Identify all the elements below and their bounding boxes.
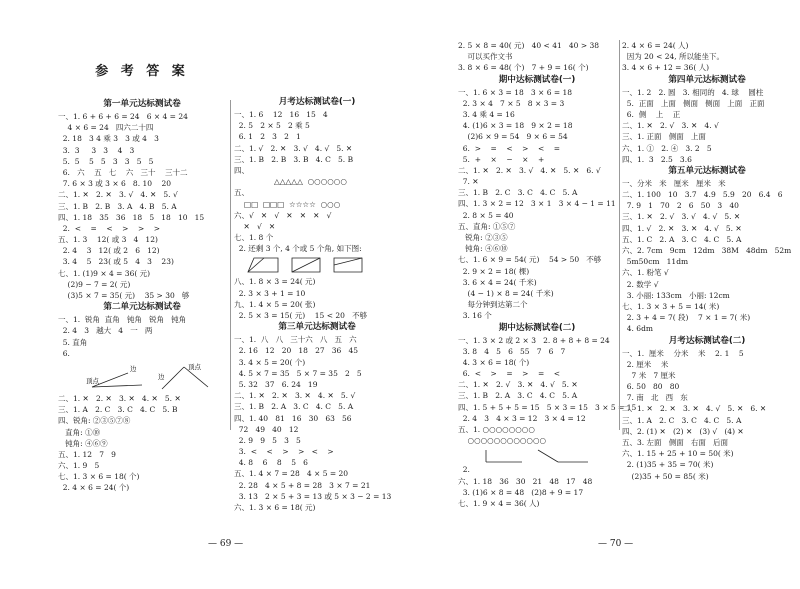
answer-line: 一、1. 6 + 6 + 6 = 24 6 × 4 = 24 <box>58 112 188 121</box>
answer-line: (3)5 × 7 = 35( 元) 35 > 30 够 <box>58 291 190 300</box>
answer-line: 一、分米 米 厘米 厘米 米 <box>622 178 726 188</box>
vertex-label: 顶点 <box>86 376 99 385</box>
answer-line: 三、1. B 2. B 3. B 4. C 5. B <box>234 154 354 164</box>
answer-line: 4. 8 6 8 5 6 <box>234 458 308 468</box>
section-heading-monthly1: 月考达标测试卷(一) <box>278 97 356 107</box>
answer-line: 三、1. A 2. C 3. C 4. C 5. B <box>58 405 178 415</box>
answer-line: 五、1. 3 12( 或 3 4 12) <box>58 235 158 245</box>
answer-line: 7. 6 × 3 或 3 × 6 8. 10 20 <box>58 179 172 189</box>
answer-line: (2)6 × 9 = 54 9 × 6 = 54 <box>458 132 568 142</box>
answer-line: 6. > = < > < = <box>458 143 561 153</box>
answer-line: 7 米 7 厘米 <box>622 370 676 380</box>
answer-line: 2. 5 2 × 5 2 乘 5 <box>234 121 310 131</box>
page-title: 参 考 答 案 <box>95 64 189 79</box>
unit2-answers <box>58 314 226 359</box>
answer-line: (2)35 + 50 = 85( 米) <box>622 471 709 481</box>
answer-line: 2. 5 × 8 = 40( 元) 40 < 41 40 > 38 <box>458 41 600 50</box>
answer-line: 2. 4 3 越大 4 一 两 <box>58 326 153 336</box>
answer-line: 6. < > = > = < <box>458 369 561 379</box>
column-divider <box>619 40 620 430</box>
answer-line: 3. 4 × 5 = 20( 个) <box>234 357 306 367</box>
answer-line: 钝角: ④⑥⑨ <box>58 438 108 448</box>
answer-line: 四、2. (1) ✕ (2) ✕ (3) √ (4) ✕ <box>622 426 744 436</box>
answer-line: 6. <box>58 348 70 358</box>
answer-line: ○○○○○○○○○○○○ <box>458 436 547 446</box>
answer-line: 3. 小丽: 133cm 小丽: 12cm <box>622 290 730 300</box>
answer-line: 因为 20 < 24, 所以能坐下。 <box>622 52 725 62</box>
unit1-answers <box>58 111 226 301</box>
answer-line: 锐角: ②③⑤ <box>458 233 508 242</box>
answer-line: 四、1. √ 2. ✕ 3. ✕ 4. √ 5. ✕ <box>622 223 742 233</box>
answer-line: 九、1. 4 × 5 = 20( 张) <box>234 299 316 309</box>
answer-line: 3. 4 乘 4 = 16 <box>458 109 515 119</box>
answer-line: 二、1. ✕ 2. ✕ 3. √ 4. ✕ 5. √ <box>58 190 178 200</box>
shape-row: △△△△△ ○○○○○○ <box>274 177 347 187</box>
answer-line: 三、1. B 2. C 3. C 4. C 5. A <box>458 188 578 198</box>
answer-line: 五、 <box>234 188 249 198</box>
answer-line: 5. + × − × + <box>458 154 545 164</box>
answer-line: 六、√ ✕ √ ✕ ✕ ✕ √ <box>234 210 332 220</box>
answer-line: 2. 5 × 3 = 15( 元) 15 < 20 不够 <box>234 311 368 320</box>
answer-line: 二、1. 100 10 3.7 4.9 5.9 20 6.4 6 <box>622 190 783 200</box>
angle-figure <box>58 359 226 393</box>
page-number-right: — 70 — <box>598 539 634 549</box>
answer-line: 2. 3 + 4 = 7( 段) 7 × 1 = 7( 米) <box>622 313 751 323</box>
section-heading-unit1: 第一单元达标测试卷 <box>103 99 181 109</box>
unit3-answers <box>234 334 400 513</box>
midterm2-answers <box>458 335 637 447</box>
answer-line: 六、1. 9 5 <box>58 461 100 471</box>
answer-line: 4. 5 × 7 = 35 5 × 7 = 35 2 5 <box>234 368 362 378</box>
section-heading-unit4: 第四单元达标测试卷 <box>668 74 746 85</box>
answer-line: 3. 8 4 5 6 55 7 6 7 <box>458 346 566 356</box>
answer-line: 2. 厘米 米 <box>622 359 669 369</box>
answer-line: 7. 9 1 70 2 6 50 3 40 <box>622 201 739 211</box>
answer-line: 五、1. C 2. A 3. C 4. C 5. A <box>622 234 742 244</box>
answer-line: 72 49 40 12 <box>234 424 299 434</box>
side-label: 边 <box>158 372 165 381</box>
answer-line: 七、1. 6 × 9 = 54( 元) 54 > 50 不够 <box>458 255 602 265</box>
answer-line: 5. 5 5 5 3 3 5 5 <box>58 156 154 166</box>
answer-line: 可以买作文书 <box>458 52 513 62</box>
midterm2-answers-cont <box>458 464 616 509</box>
column-1 <box>58 0 226 494</box>
answer-line: 6. 六 五 七 六 三十 三十二 <box>58 167 188 177</box>
page-number-left: — 69 — <box>208 539 244 549</box>
answer-line: 八、1. 8 × 3 = 24( 元) <box>234 277 316 287</box>
vertex-label: 顶点 <box>188 362 201 371</box>
midterm1-answers <box>458 87 616 322</box>
answer-line: 2. 3 × 3 + 1 = 10 <box>234 288 306 298</box>
answer-line: 六、1. ① 2. ④ 3. 2 5 <box>622 143 712 153</box>
answer-line: 5. 32 37 6. 24 19 <box>234 379 318 389</box>
corner-figures <box>234 254 400 276</box>
answer-line: 2. 4 × 6 = 24( 个) <box>58 483 130 493</box>
answer-line: 三、1. B 2. A 3. C 4. C 5. A <box>458 391 578 401</box>
section-heading-monthly2: 月考达标测试卷(二) <box>668 335 746 346</box>
answer-line: 6. 50 80 80 <box>622 382 680 392</box>
answer-line: 四、1. 18 35 36 18 5 18 10 15 <box>58 212 205 222</box>
section-heading-unit3: 第三单元达标测试卷 <box>278 322 356 333</box>
side-label: 边 <box>130 364 137 373</box>
answer-line: 2. 3 × 4 7 × 5 8 × 3 = 3 <box>458 98 565 108</box>
answer-line: 二、1. ✕ 2. ✕ 3. ✕ 4. ✕ 5. ✕ <box>58 393 181 403</box>
answer-line: 七、1. 3 × 6 = 18( 个) <box>58 472 140 482</box>
answer-line: 一、1. 八 八 三十六 八 五 六 <box>234 335 357 345</box>
shape-row: □□ □□□ ☆☆☆☆ ○○○ <box>244 199 341 209</box>
answer-line: 4. (1)6 × 3 = 18 9 × 2 = 18 <box>458 121 573 131</box>
answer-line: 七、1. 3 × 3 + 5 = 14( 米) <box>622 301 720 311</box>
answer-line: 二、1. ✕ 2. √ 3. ✕ 4. √ <box>622 121 719 131</box>
answer-line: 2. 8 × 5 = 40 <box>458 210 514 220</box>
answer-line: 一、1. 6 12 16 15 4 <box>234 110 328 119</box>
continued-answers <box>458 40 616 74</box>
answer-line: 2. 4 × 6 = 24( 人) <box>622 41 689 50</box>
answer-line: 三、1. B 2. B 3. A 4. B 5. A <box>58 201 177 211</box>
answer-line: 七、1. 8 个 <box>234 233 274 243</box>
answer-line: 六、2. 7cm 9cm 12dm 38M 48dm 52m <box>622 246 792 255</box>
answer-line: 6. 1 2 3 2 1 <box>234 132 301 142</box>
answer-line: 钝角: ④⑥⑩ <box>458 244 508 254</box>
answer-line: 三、1. B 2. A 3. C 4. C 5. A <box>234 402 354 412</box>
answer-line: 四、 <box>234 165 249 175</box>
answer-line: 二、1. ✕ 2. ✕ 3. √ 4. ✕ 5. ✕ 6. √ <box>458 165 601 175</box>
answer-line: 二、1. ✕ 2. ✕ 3. ✕ 4. √ 5. ✕ 6. ✕ <box>622 404 767 414</box>
answer-line: 2. <box>458 465 470 475</box>
column-2 <box>234 0 400 513</box>
answer-line: (2)9 − 7 = 2( 元) <box>58 279 131 289</box>
answer-line: 一、1. 锐角 直角 钝角 锐角 钝角 <box>58 315 187 325</box>
answer-line: 2. 4 3 12( 或 2 6 12) <box>58 246 160 256</box>
section-heading-unit2: 第二单元达标测试卷 <box>103 302 181 313</box>
answer-line: 4. 3 × 6 = 18( 个) <box>458 357 530 367</box>
monthly2-answers <box>622 348 792 482</box>
column-3 <box>458 0 637 509</box>
unit4-answers <box>622 87 792 165</box>
answer-line: 2. 4 3 4 × 3 = 12 3 × 4 = 12 <box>458 413 586 423</box>
answer-line: 三、1. 正面 侧面 上面 <box>622 132 706 142</box>
answer-line: 2. 还剩 3 个, 4 个或 5 个角, 如下图: <box>234 244 362 254</box>
answer-line: 3. 6 × 4 = 24( 千米) <box>458 277 537 287</box>
answer-line: 6. 侧 上 正 <box>622 109 681 119</box>
answer-line: 一、1. 2 2. 圆 3. 相同的 4. 球 圆柱 <box>622 87 764 97</box>
answer-line: 四、1. 3 2.5 3.6 <box>622 154 692 164</box>
answer-line: 5m50cm 11dm <box>622 257 689 267</box>
answer-line: 3. 4 5 23( 或 5 4 3 23) <box>58 257 174 267</box>
answer-line: 3. < < > > < > <box>234 447 334 457</box>
answer-line: 四、1. 40 81 16 30 63 56 <box>234 413 352 423</box>
answer-line: ✕ √ ✕ <box>234 221 276 231</box>
continued-answers <box>622 40 792 74</box>
answer-line: (4 − 1) × 8 = 24( 千米) <box>458 288 554 298</box>
column-4 <box>622 0 792 482</box>
answer-line: 一、1. 3 × 2 或 2 × 3 2. 8 + 8 + 8 = 24 <box>458 335 610 345</box>
answer-line: 六、1. 粉笔 √ <box>622 268 669 278</box>
unit2-answers-cont <box>58 393 226 494</box>
answer-line: 2. < = < > > > <box>58 223 161 233</box>
answer-line: 4. 6dm <box>622 324 653 334</box>
monthly1-answers-cont <box>234 210 400 255</box>
answer-line: 二、1. ✕ 2. √ 3. ✕ 4. √ 5. ✕ <box>458 380 578 390</box>
answer-line: 3. 13 2 × 5 + 3 = 13 或 5 × 3 − 2 = 13 <box>234 491 392 501</box>
answer-line: 2. 数学 √ <box>622 279 659 289</box>
answer-line: 七、1. (1)9 × 4 = 36( 元) <box>58 268 151 278</box>
answer-line: 六、1. 18 36 30 21 48 17 48 <box>458 476 593 486</box>
answer-line: 三、1. A 2. C 3. C 4. C 5. A <box>622 415 742 425</box>
monthly1-answers <box>234 109 400 176</box>
answer-line: 2. 16 12 20 18 27 36 45 <box>234 346 359 356</box>
answer-line: 五、1. ○○○○○○○○ <box>458 425 535 434</box>
answer-line: 5. 直角 <box>58 337 88 347</box>
answer-line: 每分钟到达第二个 <box>458 300 528 310</box>
answer-line: 2. (1)35 + 35 = 70( 米) <box>622 460 714 470</box>
column-divider <box>230 100 231 430</box>
answer-line: 六、1. 15 + 25 + 10 = 50( 米) <box>622 449 734 459</box>
section-heading-midterm1: 期中达标测试卷(一) <box>498 74 576 85</box>
answer-line: 2. 9 × 2 = 18( 棵) <box>458 266 530 276</box>
answer-line: 四、锐角: ②③⑤⑦⑧ <box>58 416 131 426</box>
answer-line: 3. 4 × 6 + 12 = 36( 人) <box>622 63 710 73</box>
unit5-answers <box>622 178 792 335</box>
answer-line: 七、1. 9 × 4 = 36( 人) <box>458 498 540 508</box>
answer-line: 五、1. 12 7 9 <box>58 449 116 459</box>
answer-line: 5. 正面 上面 侧面 侧面 上面 正面 <box>622 98 765 108</box>
answer-line: 3. 16 个 <box>458 311 492 321</box>
answer-line: 一、1. 6 × 3 = 18 3 × 6 = 18 <box>458 87 573 97</box>
answer-line: 直角: ①⑩ <box>58 427 101 437</box>
monthly1-answers-end <box>234 276 400 321</box>
answer-line: 3. 8 × 6 = 48( 个) 7 + 9 = 16( 个) <box>458 63 589 73</box>
answer-line: 2. 18 3 4 乘 3 3 或 4 3 <box>58 134 159 144</box>
answer-line: 五、1. 4 × 7 = 28 4 × 5 = 20 <box>234 469 349 479</box>
answer-line: 四、1. 5 + 5 + 5 = 15 5 × 3 = 15 3 × 5 = 15 <box>458 402 637 412</box>
section-heading-midterm2: 期中达标测试卷(二) <box>498 322 576 333</box>
answer-line: 3. 3 3 3 4 3 <box>58 145 135 155</box>
answer-line: 3. (1)6 × 8 = 48 (2)8 + 9 = 17 <box>458 487 584 497</box>
answer-line: 一、1. 厘米 分米 米 2. 1 5 <box>622 348 744 358</box>
section-heading-unit5: 第五单元达标测试卷 <box>668 165 746 176</box>
answer-line: 六、1. 3 × 6 = 18( 元) <box>234 503 316 512</box>
answer-line: 二、1. ✕ 2. ✕ 3. ✕ 4. ✕ 5. √ <box>234 391 356 401</box>
answer-line: 二、1. √ 2. ✕ 3. √ 4. √ 5. ✕ <box>234 143 353 153</box>
answer-line: 四、1. 3 × 2 = 12 3 × 1 3 × 4 − 1 = 11 <box>458 199 616 209</box>
answer-line: 三、1. ✕ 2. √ 3. √ 4. √ 5. ✕ <box>622 212 741 222</box>
answer-line: 4 × 6 = 24 四六二十四 <box>58 123 154 133</box>
answer-line: 五、直角: ①⑤⑦ <box>458 221 516 231</box>
answer-line: 2. 9 9 5 3 5 <box>234 435 301 445</box>
answer-line: 7. ✕ <box>458 177 479 187</box>
answer-line: 7. 南 北 西 东 <box>622 393 688 403</box>
answer-line: 2. 28 4 × 5 + 8 = 28 3 × 7 = 21 <box>234 480 371 490</box>
answer-line: 五、3. 左面 侧面 右面 后面 <box>622 438 728 447</box>
line-figure <box>458 446 616 464</box>
